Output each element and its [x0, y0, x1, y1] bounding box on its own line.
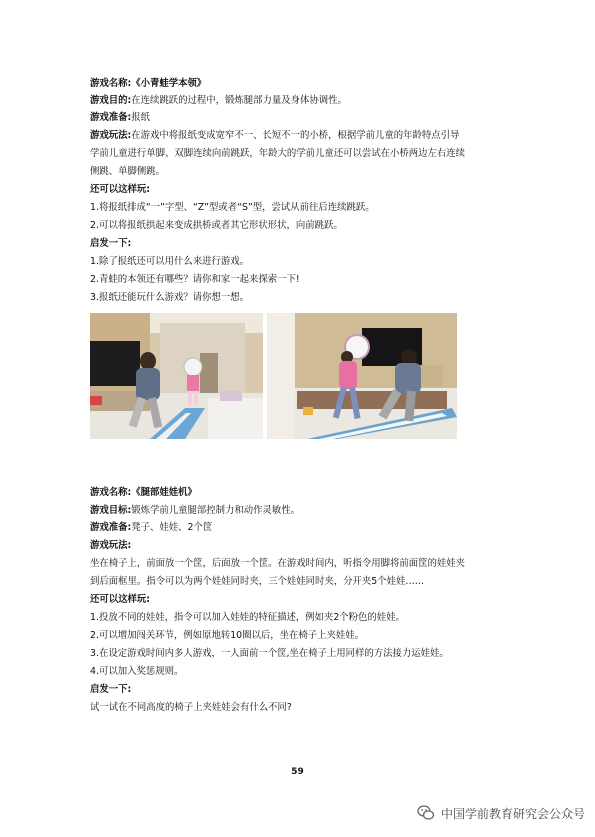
photo-jumping-on-newspaper-1: [90, 313, 263, 439]
wechat-icon: [417, 804, 435, 822]
game2-more-label: 还可以这样玩:: [90, 594, 150, 605]
game2-goal: 锻炼学前儿童腿部控制力和动作灵敏性。: [131, 505, 301, 516]
game2-more-2: 2.可以增加闯关环节，例如原地转10圈以后，坐在椅子上夹娃娃。: [90, 630, 365, 641]
game1-name-label: 游戏名称:: [90, 78, 132, 89]
game1-more-2: 2.可以将报纸拱起来变成拱桥或者其它形状形状，向前跳跃。: [90, 220, 343, 231]
game1-purpose-line: [90, 94, 530, 107]
game1-play-line-1: [90, 129, 530, 142]
game1-prep: 报纸: [131, 112, 151, 123]
game1-play-label: 游戏玩法:: [90, 130, 132, 141]
game1-play-line-3: 侧跳、单脚侧跳。: [90, 166, 166, 177]
game1-hint-1: 1.除了报纸还可以用什么来进行游戏。: [90, 256, 249, 267]
game2-more-1: 1.投放不同的娃娃，指令可以加入娃娃的特征描述，例如夹2个粉色的娃娃。: [90, 612, 405, 623]
game1-prep-line: [90, 111, 530, 124]
game2-goal-line: [90, 504, 530, 517]
game2-prep-label: 游戏准备:: [90, 522, 132, 533]
game1-purpose: 在连续跳跃的过程中，锻炼腿部力量及身体协调性。: [131, 95, 347, 106]
game2-more-3: 3.在设定游戏时间内多人游戏，一人面前一个筐,坐在椅子上用同样的方法接力运娃娃。: [90, 648, 449, 659]
game2-play-1: 坐在椅子上，前面放一个筐，后面放一个筐。在游戏时间内，听指令用脚将前面筐的娃娃夹: [90, 558, 466, 569]
game2-play-2: 到后面框里。指令可以为两个娃娃同时夹，三个娃娃同时夹，分开夹5个娃娃……: [90, 576, 425, 587]
source-watermark: [417, 803, 585, 823]
game2-play-label: 游戏玩法:: [90, 540, 132, 551]
game1-hint-2: 2.青蛙的本领还有哪些？请你和家一起来探索一下!: [90, 274, 300, 285]
game1-name-line: [90, 77, 530, 90]
game1-play-1: 在游戏中将报纸变成宽窄不一、长短不一的小桥，根据学前儿童的年龄特点引导: [131, 130, 460, 141]
photo-jumping-on-newspaper-2: [267, 313, 457, 439]
game1-play-line-2: 学前儿童进行单脚、双脚连续向前跳跃，年龄大的学前儿童还可以尝试在小桥两边左右连续: [90, 148, 466, 159]
page-number: 59: [291, 767, 304, 777]
game2-hint-label: 启发一下:: [90, 684, 132, 695]
game1-more-1: 1.将报纸排成“一”字型、“Z”型或者“S”型，尝试从前往后连续跳跃。: [90, 202, 375, 213]
game1-more-label: 还可以这样玩:: [90, 184, 150, 195]
game1-name: 《小青蛙学本领》: [131, 78, 207, 89]
game2-name-label: 游戏名称:: [90, 487, 132, 498]
game1-hint-label: 启发一下:: [90, 238, 132, 249]
game2-prep-line: [90, 521, 530, 534]
game1-hint-3: 3.报纸还能玩什么游戏？请你想一想。: [90, 292, 249, 303]
watermark-text: 中国学前教育研究会公众号: [440, 806, 585, 821]
game2-name: 《腿部娃娃机》: [131, 487, 197, 498]
game1-prep-label: 游戏准备:: [90, 112, 132, 123]
game1-purpose-label: 游戏目的:: [90, 95, 132, 106]
game2-prep: 凳子、娃娃、2个筐: [131, 522, 213, 533]
game2-name-line: [90, 486, 530, 499]
game2-goal-label: 游戏目标:: [90, 505, 132, 516]
game2-more-4: 4.可以加入奖惩规则。: [90, 666, 184, 677]
game2-hint-1: 试一试在不同高度的椅子上夹娃娃会有什么不同?: [90, 702, 292, 713]
